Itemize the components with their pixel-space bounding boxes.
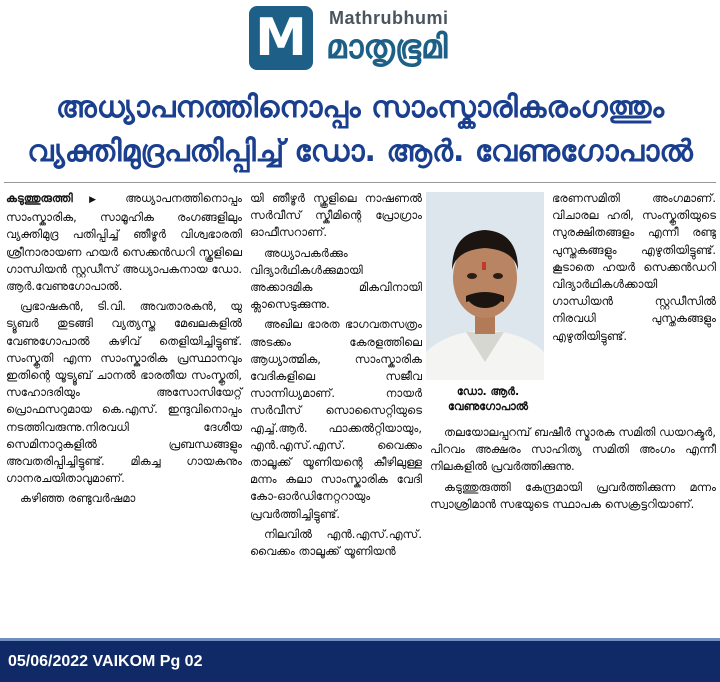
- article-column-1: [6, 190, 242, 511]
- article-column-3-top: [552, 190, 716, 348]
- article-paragraph: തലയോലപ്പറമ്പ് ബഷീർ സ്മാരക സമിതി ഡയറക്ടർ, പിറവം അക്ഷരം സാഹിത്യ സമിതി അംഗം എന്നീ നിലകളിൽ പ്രവർത്തിക്കുന്നു.: [430, 425, 716, 474]
- article-paragraph: നിലവിൽ എൻ.എസ്.എസ്. വൈക്കം താലൂക്ക് യൂണിയൻ: [250, 526, 422, 559]
- brand-name-malayalam: മാതൃഭൂമി: [326, 27, 448, 66]
- caption-line-2: വേണുഗോപാൽ: [448, 400, 528, 413]
- brand-name-english: Mathrubhumi: [329, 8, 449, 28]
- masthead: [0, 0, 720, 82]
- paragraph-text: അധ്യാപനത്തിനൊപ്പം സാംസ്കാരിക, സാമൂഹിക രംഗങ്ങളിലും വ്യക്തിമുദ്ര പതിപ്പിച്ച് ഞീഴൂർ വിശ്വഭാരതി ശ്രീനാരായണ ഹയർ സെക്കൻഡറി സ്കൂളിലെ ഗാന്ധിയൻ സ്റ്റഡീസ് അധ്യാപകനായ ഡോ. ആർ.വേണുഗോപാൽ.: [6, 191, 242, 294]
- article-column-3-bottom: [430, 424, 716, 516]
- photo-caption: [432, 384, 544, 414]
- article-paragraph: യി ഞീഴൂർ സ്കൂളിലെ നാഷണൽ സർവീസ് സ്കീമിന്റെ പ്രോഗ്രാം ഓഫീസറാണ്.: [250, 191, 422, 240]
- edition-info: 05/06/2022 VAIKOM Pg 02: [8, 652, 203, 670]
- portrait-photo: [426, 192, 544, 380]
- article-paragraph: അഖില ഭാരത ഭാഗവതസത്രം അടക്കം കേരളത്തിലെ ആധ്യാത്മിക, സാംസ്കാരിക വേദികളിലെ സജീവ സാന്നിധ്യമാണ്. നായർ സർവീസ് സൊസൈറ്റിയുടെ എച്ച്.ആർ. ഫാക്കൽറ്റിയായും, എൻ.എസ്.എസ്. വൈക്കം താലൂക്ക് യൂണിയന്റെ കീഴിലുള്ള മന്നം കലാ സാംസ്കാരിക വേദി കോ-ഓർഡിനേറ്ററായും പ്രവർത്തിച്ചിട്ടുണ്ട്.: [250, 317, 422, 521]
- footer-bar: [0, 638, 720, 682]
- dateline: കടുത്തുരുത്തി: [6, 191, 73, 205]
- article-paragraph: ഭരണസമിതി അംഗമാണ്. വിചാരല ഹരി, സംസ്കൃതിയുടെ സുരക്ഷിതങ്ങളം എന്നീ രണ്ടു പുസ്തകങ്ങളും എഴുതിയിട്ടുണ്ട്. കൂടാതെ ഹയർ സെക്കൻഡറി വിദ്യാർഥികൾക്കായി ഗാന്ധിയൻ സ്റ്റഡീസിൽ നിരവധി പുസ്തകങ്ങളും എഴുതിയിട്ടുണ്ട്.: [552, 191, 716, 343]
- article-paragraph: കടുത്തുരുത്തി കേന്ദ്രമായി പ്രവർത്തിക്കുന്ന മന്നം സ്വാശ്രിമാൻ സഭയുടെ സ്ഥാപക സെക്രട്ടറിയാണ്.: [430, 479, 716, 511]
- headline-line-2: വ്യക്തിമുദ്രപതിപ്പിച്ച് ഡോ. ആർ. വേണുഗോപാൽ: [27, 134, 693, 169]
- headline-line-1: അധ്യാപനത്തിനൊപ്പം സാംസ്കാരികരംഗത്തും: [55, 90, 665, 125]
- article-column-2: [250, 190, 422, 563]
- divider: [4, 182, 716, 183]
- caption-line-1: ഡോ. ആർ.: [456, 385, 520, 398]
- article-paragraph: [6, 190, 242, 295]
- article-paragraph: പ്രഭാഷകൻ, ടി.വി. അവതാരകൻ, യു ട്യൂബർ തുടങ്ങി വ്യത്യസ്ത മേഖലകളിൽ വേണുഗോപാൽ കഴിവ് തെളിയിച്ചിട്ടുണ്ട്. സംസ്കൃതി എന്ന സാംസ്കാരിക പ്രസ്ഥാനവും ഇതിന്റെ യൂട്യൂബ് ചാനൽ ഭാരതീയ സംസ്കൃതി, സഹോദരിയും അസോസിയേറ്റ് പ്രൊഫസറുമായ കെ.എസ്. ഇന്ദുവിനൊപ്പം നടത്തിവരുന്നു.നിരവധി ദേശീയ സെമിനാറുകളിൽ പ്രബന്ധങ്ങളും അവതരിപ്പിച്ചിട്ടുണ്ട്. മികച്ച ഗായകനും ഗാനരചയിതാവുമാണ്.: [6, 299, 242, 486]
- logo-letter: M: [255, 8, 307, 68]
- article-paragraph: അധ്യാപകർക്കും വിദ്യാർഥികൾക്കുമായി അക്കാദമിക മികവിനായി ക്ലാസെടുക്കുന്നു.: [250, 245, 422, 312]
- portrait-illustration: [426, 192, 544, 380]
- mathrubhumi-logo-icon: [249, 6, 313, 70]
- article-headline: [0, 88, 720, 172]
- triangle-marker-icon: ▶: [89, 195, 109, 205]
- article-paragraph: കഴിഞ്ഞ രണ്ടുവർഷമാ: [20, 491, 136, 506]
